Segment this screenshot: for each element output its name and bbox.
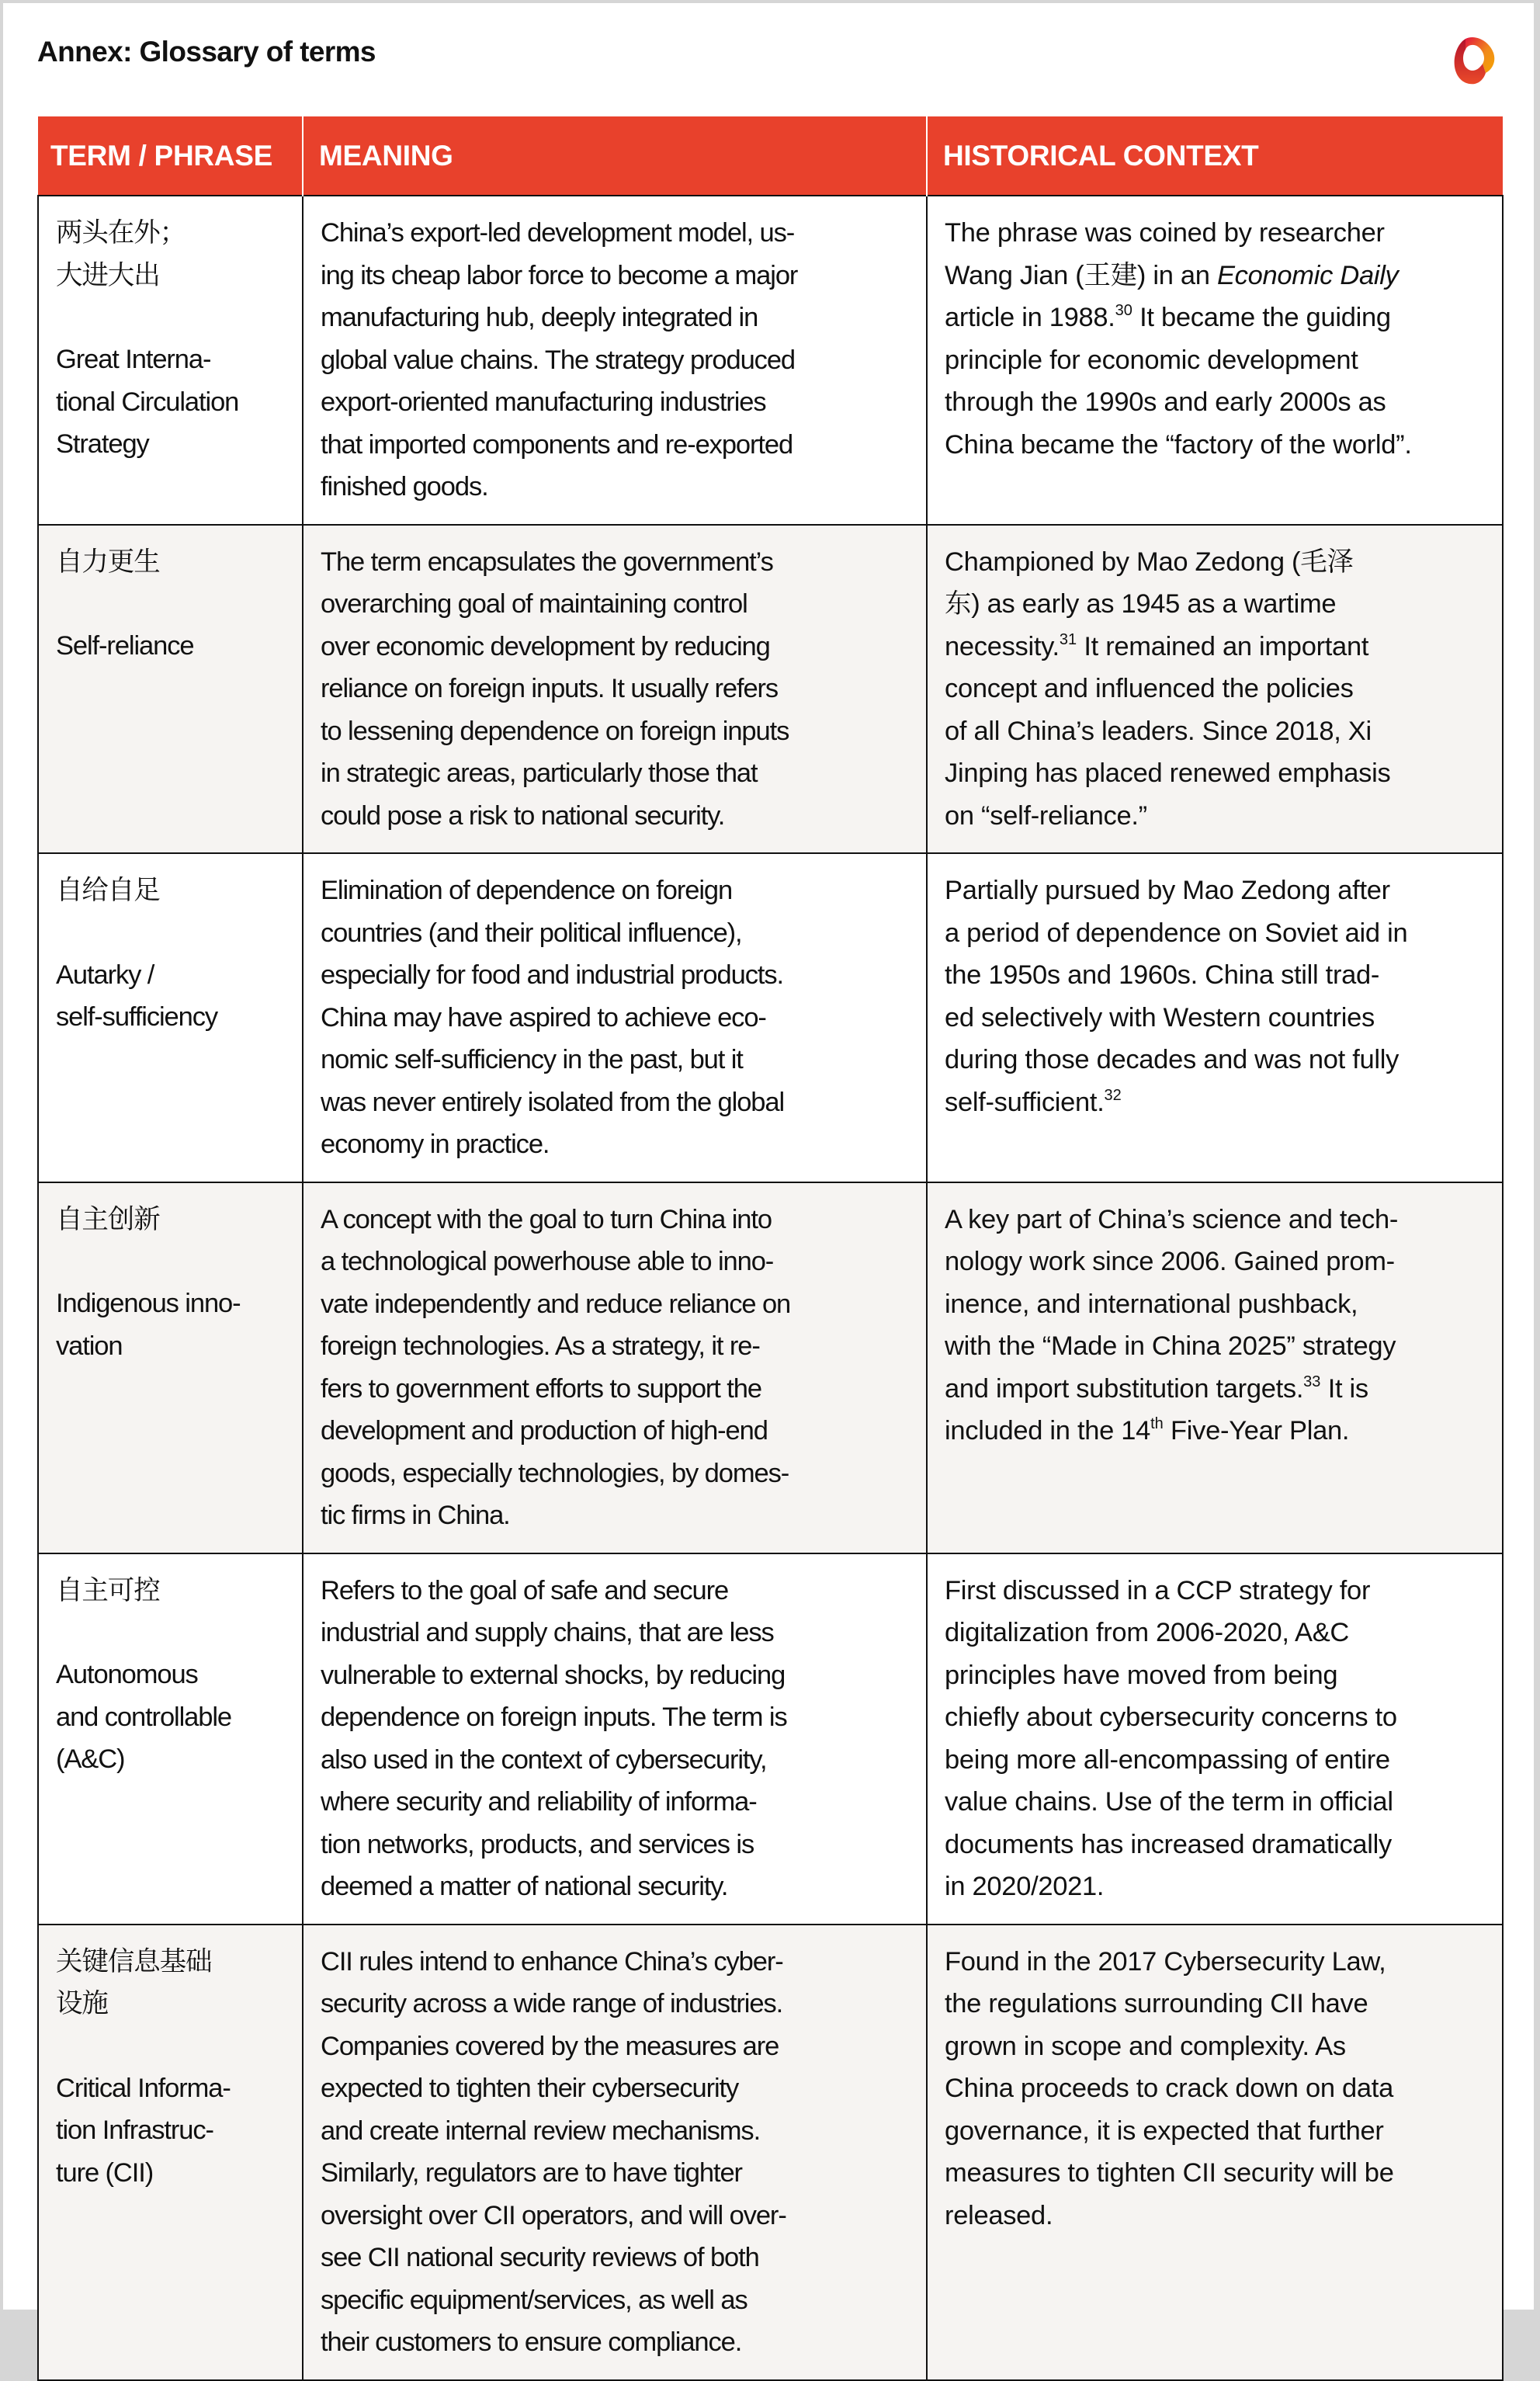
table-row — [38, 1925, 1503, 2380]
context-text-part: Wang Jian (王建) in an — [945, 260, 1217, 290]
context-text — [945, 1368, 1485, 1411]
meaning-text: a technological powerhouse able to inno- — [321, 1247, 774, 1276]
table-row — [38, 1553, 1503, 1925]
table-row — [38, 853, 1503, 1182]
meaning-text: economy in practice. — [321, 1130, 550, 1159]
meaning-text: in strategic areas, particularly those that — [321, 758, 758, 788]
context-cell — [927, 525, 1503, 854]
context-text — [945, 1081, 1485, 1124]
context-text-part: self-sufficient. — [945, 1087, 1105, 1117]
term-english: Autarky / — [56, 960, 154, 990]
context-text: Found in the 2017 Cybersecurity Law, — [945, 1946, 1386, 1977]
term-english: Autonomous — [56, 1660, 198, 1689]
context-text: a period of dependence on Soviet aid in — [945, 918, 1408, 948]
context-text: A key part of China’s science and tech- — [945, 1204, 1399, 1234]
context-text: during those decades and was not fully — [945, 1045, 1400, 1074]
context-text-part: It became the guiding — [1132, 303, 1391, 332]
meaning-text: foreign technologies. As a strategy, it re- — [321, 1331, 760, 1361]
term-chinese: 两头在外； — [56, 218, 186, 248]
term-english: Indigenous inno- — [56, 1289, 241, 1318]
context-text: China became the “factory of the world”. — [945, 429, 1412, 460]
term-cell — [38, 196, 303, 525]
term-english: Self-reliance — [56, 631, 194, 661]
context-cell — [927, 853, 1503, 1182]
context-text: inence, and international pushback, — [945, 1289, 1358, 1319]
meaning-text: fers to government efforts to support the — [321, 1373, 761, 1404]
context-text: the regulations surrounding CII have — [945, 1989, 1368, 2018]
meaning-text: countries (and their political influence), — [321, 918, 742, 948]
context-text: through the 1990s and early 2000s as — [945, 387, 1386, 417]
term-chinese: 自主创新 — [56, 1204, 160, 1234]
term-english: (A&C) — [56, 1744, 125, 1774]
table-row — [38, 1182, 1503, 1553]
context-text-part: included in the 14 — [945, 1416, 1151, 1446]
context-cell — [927, 1553, 1503, 1925]
context-text — [945, 255, 1485, 297]
meaning-text: vulnerable to external shocks, by reducing — [321, 1660, 786, 1690]
meaning-text: CII rules intend to enhance China’s cyber- — [321, 1946, 783, 1977]
context-text-part: Five-Year Plan. — [1163, 1416, 1350, 1446]
term-english: tion Infrastruc- — [56, 2115, 213, 2145]
context-text: principle for economic development — [945, 345, 1358, 375]
term-chinese: 大进大出 — [56, 260, 160, 290]
meaning-cell — [303, 853, 927, 1182]
meaning-text: ing its cheap labor force to become a major — [321, 260, 798, 290]
context-text: First discussed in a CCP strategy for — [945, 1575, 1371, 1605]
meaning-text: manufacturing hub, deeply integrated in — [321, 303, 758, 332]
meaning-cell — [303, 1553, 927, 1925]
meaning-text: dependence on foreign inputs. The term is — [321, 1702, 787, 1732]
meaning-text: was never entirely isolated from the global — [321, 1087, 785, 1117]
meaning-text: oversight over CII operators, and will over- — [321, 2200, 786, 2230]
meaning-text: goods, especially technologies, by domes- — [321, 1458, 789, 1488]
term-cell — [38, 853, 303, 1182]
header-meaning: MEANING — [303, 116, 927, 196]
meaning-text: The term encapsulates the government’s — [321, 547, 773, 577]
meaning-text: development and production of high-end — [321, 1416, 768, 1446]
meaning-cell — [303, 1925, 927, 2380]
meaning-text: nomic self-sufficiency in the past, but it — [321, 1045, 743, 1074]
meaning-text: Refers to the goal of safe and secure — [321, 1575, 729, 1605]
context-cell — [927, 1925, 1503, 2380]
meaning-text: see CII national security reviews of both — [321, 2243, 759, 2272]
footnote-ref[interactable]: 33 — [1303, 1373, 1321, 1390]
term-cell — [38, 525, 303, 854]
meaning-text: and create internal review mechanisms. — [321, 2115, 761, 2146]
context-text: Jinping has placed renewed emphasis — [945, 758, 1391, 788]
context-text: chiefly about cybersecurity concerns to — [945, 1702, 1397, 1732]
context-text: documents has increased dramatically — [945, 1829, 1392, 1859]
meaning-text: China’s export-led development model, us- — [321, 218, 795, 248]
context-text: of all China’s leaders. Since 2018, Xi — [945, 716, 1372, 746]
meaning-cell — [303, 525, 927, 854]
publication-name: Economic Daily — [1216, 260, 1399, 290]
context-text-part: and import substitution targets. — [945, 1373, 1304, 1404]
page-title: Annex: Glossary of terms — [37, 36, 376, 68]
meaning-cell — [303, 1182, 927, 1553]
context-text: value chains. Use of the term in official — [945, 1787, 1393, 1817]
meaning-text: specific equipment/services, as well as — [321, 2285, 747, 2315]
context-cell — [927, 196, 1503, 525]
meaning-text: export-oriented manufacturing industries — [321, 387, 766, 417]
meaning-text: where security and reliability of informa- — [321, 1787, 757, 1817]
meaning-text: A concept with the goal to turn China into — [321, 1204, 772, 1234]
meaning-text: Similarly, regulators are to have tighter — [321, 2158, 742, 2188]
context-text: nology work since 2006. Gained prom- — [945, 1247, 1395, 1276]
meaning-text: their customers to ensure compliance. — [321, 2327, 742, 2357]
context-text — [945, 297, 1485, 339]
term-cell — [38, 1553, 303, 1925]
footnote-ref[interactable]: 31 — [1059, 630, 1077, 648]
meaning-text: especially for food and industrial products. — [321, 960, 783, 990]
term-chinese: 自力更生 — [56, 547, 160, 577]
meaning-text: tion networks, products, and services is — [321, 1829, 754, 1859]
meaning-text: Companies covered by the measures are — [321, 2031, 779, 2061]
context-text: Partially pursued by Mao Zedong after — [945, 876, 1390, 905]
term-english: tional Circulation — [56, 387, 239, 417]
term-english: and controllable — [56, 1702, 231, 1732]
document-page — [3, 3, 1534, 2357]
header-historical-context: HISTORICAL CONTEXT — [927, 116, 1503, 196]
context-text-part: It remained an important — [1077, 631, 1369, 661]
meaning-text: also used in the context of cybersecurity, — [321, 1744, 767, 1775]
context-text-part: article in 1988. — [945, 303, 1115, 332]
table-row — [38, 525, 1503, 854]
context-text: Championed by Mao Zedong (毛泽 — [945, 547, 1354, 577]
meaning-text: overarching goal of maintaining control — [321, 589, 747, 619]
context-text: concept and influenced the policies — [945, 674, 1354, 703]
footnote-ref[interactable]: 32 — [1104, 1086, 1122, 1104]
context-text: governance, it is expected that further — [945, 2115, 1384, 2146]
meaning-text: vate independently and reduce reliance on — [321, 1289, 791, 1319]
meaning-text: deemed a matter of national security. — [321, 1872, 728, 1901]
glossary-table — [37, 116, 1504, 2381]
context-text: digitalization from 2006-2020, A&C — [945, 1618, 1350, 1647]
term-cell — [38, 1925, 303, 2380]
context-text: the 1950s and 1960s. China still trad- — [945, 960, 1380, 990]
meaning-text: security across a wide range of industries. — [321, 1989, 783, 2018]
footnote-ref[interactable]: 30 — [1115, 302, 1132, 319]
meaning-cell — [303, 196, 927, 525]
ordinal-suffix: th — [1150, 1415, 1164, 1432]
term-english: vation — [56, 1331, 123, 1361]
meaning-text: industrial and supply chains, that are less — [321, 1618, 774, 1647]
term-chinese: 关键信息基础 — [56, 1946, 212, 1977]
meaning-text: reliance on foreign inputs. It usually refers — [321, 674, 779, 703]
term-chinese: 设施 — [56, 1989, 108, 2018]
term-chinese: 自给自足 — [56, 876, 160, 905]
context-text: released. — [945, 2200, 1053, 2230]
term-english: ture (CII) — [56, 2157, 154, 2188]
context-text: in 2020/2021. — [945, 1872, 1105, 1901]
table-row — [38, 196, 1503, 525]
meaning-text: to lessening dependence on foreign inputs — [321, 716, 789, 746]
meaning-text: over economic development by reducing — [321, 631, 770, 661]
meaning-text: China may have aspired to achieve eco- — [321, 1002, 766, 1033]
context-text: on “self-reliance.” — [945, 800, 1147, 831]
meaning-text: global value chains. The strategy produced — [321, 345, 796, 375]
term-english: Great Interna- — [56, 345, 211, 374]
context-text — [945, 1410, 1485, 1453]
table-header-row — [38, 116, 1503, 196]
meaning-text: Elimination of dependence on foreign — [321, 876, 733, 905]
term-cell — [38, 1182, 303, 1553]
term-english: Critical Informa- — [56, 2073, 231, 2103]
merics-ribbon-logo-icon — [1448, 33, 1497, 92]
meaning-text: could pose a risk to national security. — [321, 800, 725, 831]
context-text: ed selectively with Western countries — [945, 1002, 1375, 1033]
meaning-text: finished goods. — [321, 472, 488, 502]
context-text: principles have moved from being — [945, 1660, 1338, 1690]
term-english: self-sufficiency — [56, 1002, 218, 1032]
context-text: China proceeds to crack down on data — [945, 2074, 1393, 2103]
context-text-part: necessity. — [945, 631, 1060, 661]
context-text: The phrase was coined by researcher — [945, 218, 1385, 248]
meaning-text: tic firms in China. — [321, 1501, 510, 1530]
context-text — [945, 626, 1485, 668]
context-text: 东) as early as 1945 as a wartime — [945, 589, 1337, 619]
term-english: Strategy — [56, 429, 149, 459]
context-text: with the “Made in China 2025” strategy — [945, 1331, 1396, 1361]
context-text: being more all-encompassing of entire — [945, 1744, 1390, 1775]
term-chinese: 自主可控 — [56, 1575, 160, 1605]
context-cell — [927, 1182, 1503, 1553]
header-term-phrase: TERM / PHRASE — [38, 116, 303, 196]
context-text: grown in scope and complexity. As — [945, 2031, 1346, 2061]
context-text: measures to tighten CII security will be — [945, 2158, 1394, 2188]
meaning-text: expected to tighten their cybersecurity — [321, 2074, 739, 2103]
context-text-part: It is — [1320, 1373, 1368, 1404]
meaning-text: that imported components and re-exported — [321, 429, 793, 460]
